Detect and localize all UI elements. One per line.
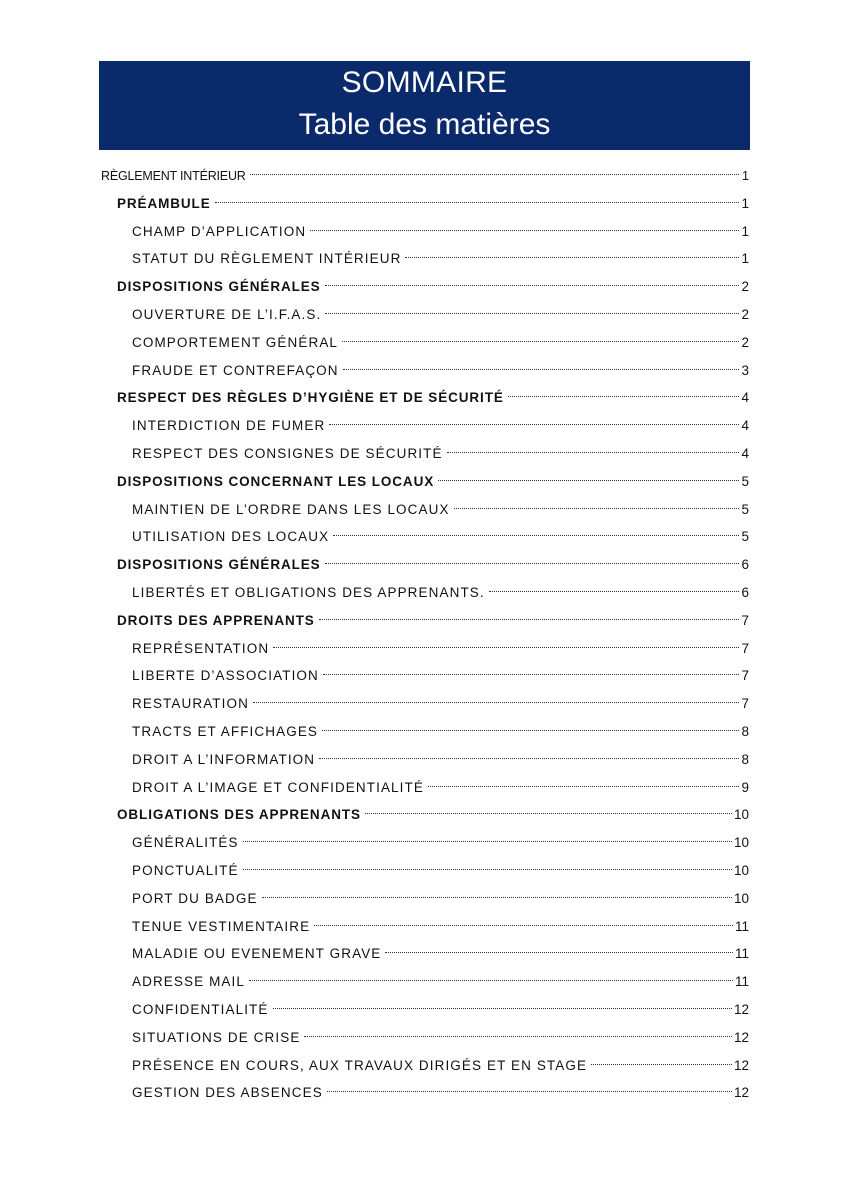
toc-entry-label: OUVERTURE DE L’I.F.A.S. xyxy=(132,307,322,322)
toc-dot-leader xyxy=(331,519,741,541)
toc-entry-label: DROIT A L’INFORMATION xyxy=(132,751,316,767)
toc-dot-leader xyxy=(323,297,741,319)
title-banner xyxy=(99,61,750,150)
toc-entry-label: RESPECT DES RÈGLES D’HYGIÈNE ET DE SÉCURITÉ xyxy=(117,390,504,406)
toc-dot-leader xyxy=(321,658,741,680)
toc-entry-section[interactable] xyxy=(117,797,749,823)
toc-entry-subsection[interactable] xyxy=(132,297,749,322)
toc-entry-page-number: 2 xyxy=(741,307,749,322)
toc-entry-subsection[interactable] xyxy=(132,686,749,712)
toc-entry-page-number: 4 xyxy=(741,446,749,461)
toc-dot-leader xyxy=(247,964,735,986)
toc-entry-subsection[interactable] xyxy=(132,214,749,239)
toc-entry-label: PONCTUALITÉ xyxy=(132,863,239,878)
toc-entry-label: INTERDICTION DE FUMER xyxy=(132,418,326,434)
toc-entry-page-number: 2 xyxy=(741,334,749,350)
toc-dot-leader xyxy=(363,797,734,819)
toc-entry-label: ADRESSE MAIL xyxy=(132,974,245,990)
toc-entry-label: PRÉAMBULE xyxy=(117,195,211,211)
toc-entry-page-number: 1 xyxy=(741,251,749,267)
toc-entry-subsection[interactable] xyxy=(132,1075,749,1101)
toc-entry-subsection[interactable] xyxy=(132,992,749,1017)
toc-entry-subsection[interactable] xyxy=(132,742,749,767)
toc-entry-label: GESTION DES ABSENCES xyxy=(132,1085,323,1101)
toc-entry-page-number: 12 xyxy=(733,1085,749,1101)
toc-dot-leader xyxy=(317,742,741,764)
toc-dot-leader xyxy=(403,241,741,263)
toc-entry-section[interactable] xyxy=(117,269,749,295)
toc-entry-subsection[interactable] xyxy=(132,881,749,906)
toc-entry-label: TRACTS ET AFFICHAGES xyxy=(132,724,319,739)
toc-dot-leader xyxy=(383,936,735,958)
toc-dot-leader xyxy=(260,881,734,903)
toc-dot-leader xyxy=(241,825,734,847)
toc-entry-label: PORT DU BADGE xyxy=(132,890,258,906)
toc-entry-label: MAINTIEN DE L’ORDRE DANS LES LOCAUX xyxy=(132,501,450,517)
toc-dot-leader xyxy=(251,686,741,708)
toc-entry-subsection[interactable] xyxy=(132,631,749,656)
toc-entry-title[interactable] xyxy=(101,158,749,183)
toc-entry-page-number: 6 xyxy=(741,585,749,600)
toc-entry-subsection[interactable] xyxy=(132,1020,749,1045)
toc-entry-label: RESTAURATION xyxy=(132,696,249,712)
toc-entry-subsection[interactable] xyxy=(132,408,749,434)
page-title: SOMMAIRE xyxy=(341,66,508,99)
toc-entry-label: GÉNÉRALITÉS xyxy=(132,835,239,851)
toc-dot-leader xyxy=(308,214,741,236)
toc-dot-leader xyxy=(340,325,741,347)
toc-entry-label: SITUATIONS DE CRISE xyxy=(132,1029,301,1045)
toc-entry-label: STATUT DU RÈGLEMENT INTÉRIEUR xyxy=(132,251,402,267)
toc-entry-subsection[interactable] xyxy=(132,325,749,350)
toc-entry-page-number: 10 xyxy=(733,835,749,851)
toc-entry-subsection[interactable] xyxy=(132,353,749,378)
toc-entry-subsection[interactable] xyxy=(132,658,749,684)
toc-entry-label: TENUE VESTIMENTAIRE xyxy=(132,918,311,934)
toc-entry-label: LIBERTE D’ASSOCIATION xyxy=(132,668,319,684)
toc-dot-leader xyxy=(445,436,741,458)
toc-entry-subsection[interactable] xyxy=(132,436,749,461)
toc-entry-label: PRÉSENCE EN COURS, AUX TRAVAUX DIRIGÉS ET EN STAGE xyxy=(132,1057,588,1073)
toc-entry-page-number: 5 xyxy=(741,473,749,489)
toc-entry-subsection[interactable] xyxy=(132,714,749,739)
toc-entry-subsection[interactable] xyxy=(132,853,749,878)
toc-entry-page-number: 8 xyxy=(741,751,749,767)
toc-entry-page-number: 7 xyxy=(741,696,749,712)
toc-entry-label: DISPOSITIONS GÉNÉRALES xyxy=(117,557,321,573)
toc-dot-leader xyxy=(341,353,741,375)
toc-entry-label: CHAMP D’APPLICATION xyxy=(132,223,307,239)
toc-dot-leader xyxy=(506,380,741,402)
toc-entry-page-number: 2 xyxy=(741,279,749,295)
toc-entry-label: DROITS DES APPRENANTS xyxy=(117,612,315,628)
toc-dot-leader xyxy=(323,269,741,291)
toc-entry-page-number: 7 xyxy=(741,640,749,656)
toc-entry-page-number: 10 xyxy=(733,863,749,878)
toc-dot-leader xyxy=(327,408,741,430)
toc-entry-page-number: 7 xyxy=(741,612,749,628)
toc-entry-subsection[interactable] xyxy=(132,575,749,600)
toc-entry-label: DISPOSITIONS CONCERNANT LES LOCAUX xyxy=(117,473,435,489)
toc-entry-label: CONFIDENTIALITÉ xyxy=(132,1002,269,1017)
toc-entry-label: RESPECT DES CONSIGNES DE SÉCURITÉ xyxy=(132,446,443,461)
toc-dot-leader xyxy=(487,575,741,597)
toc-dot-leader xyxy=(426,770,741,792)
toc-dot-leader xyxy=(320,714,741,736)
toc-entry-section[interactable] xyxy=(117,464,749,489)
toc-entry-label: REPRÉSENTATION xyxy=(132,640,270,656)
toc-entry-page-number: 10 xyxy=(733,890,749,906)
toc-dot-leader xyxy=(213,186,741,208)
toc-entry-subsection[interactable] xyxy=(132,519,749,545)
toc-entry-page-number: 5 xyxy=(741,529,749,545)
toc-dot-leader xyxy=(302,1020,734,1042)
toc-entry-subsection[interactable] xyxy=(132,825,749,851)
toc-entry-label: LIBERTÉS ET OBLIGATIONS DES APPRENANTS. xyxy=(132,585,485,600)
toc-entry-page-number: 12 xyxy=(733,1029,749,1045)
toc-dot-leader xyxy=(271,631,741,653)
toc-entry-label: MALADIE OU EVENEMENT GRAVE xyxy=(132,946,382,962)
toc-entry-page-number: 9 xyxy=(741,779,749,795)
toc-dot-leader xyxy=(325,1075,734,1097)
toc-entry-label: UTILISATION DES LOCAUX xyxy=(132,529,330,545)
toc-entry-page-number: 1 xyxy=(741,223,749,239)
toc-entry-section[interactable] xyxy=(117,603,749,628)
toc-dot-leader xyxy=(452,492,741,514)
toc-entry-section[interactable] xyxy=(117,186,749,211)
toc-dot-leader xyxy=(271,992,734,1014)
page-subtitle: Table des matières xyxy=(298,108,551,141)
toc-entry-page-number: 3 xyxy=(741,362,749,378)
toc-entry-page-number: 11 xyxy=(734,946,749,962)
toc-entry-label: RÈGLEMENT INTÉRIEUR xyxy=(101,169,246,183)
toc-entry-page-number: 5 xyxy=(741,501,749,517)
toc-entry-page-number: 1 xyxy=(742,169,749,183)
toc-entry-page-number: 11 xyxy=(734,974,749,990)
toc-entry-page-number: 4 xyxy=(741,390,749,406)
toc-dot-leader xyxy=(589,1048,734,1070)
toc-dot-leader xyxy=(248,158,741,180)
toc-entry-label: COMPORTEMENT GÉNÉRAL xyxy=(132,334,339,350)
toc-entry-page-number: 6 xyxy=(741,557,749,573)
toc-dot-leader xyxy=(436,464,741,486)
toc-entry-subsection[interactable] xyxy=(132,1048,749,1073)
toc-entry-page-number: 8 xyxy=(741,724,749,739)
toc-entry-page-number: 11 xyxy=(734,918,749,934)
toc-entry-label: OBLIGATIONS DES APPRENANTS xyxy=(117,807,361,823)
toc-entry-subsection[interactable] xyxy=(132,964,749,990)
toc-entry-page-number: 10 xyxy=(733,807,749,823)
toc-entry-page-number: 12 xyxy=(733,1002,749,1017)
toc-entry-label: DISPOSITIONS GÉNÉRALES xyxy=(117,279,321,295)
toc-entry-page-number: 7 xyxy=(741,668,749,684)
toc-entry-subsection[interactable] xyxy=(132,770,749,795)
toc-dot-leader xyxy=(312,909,735,931)
toc-entry-page-number: 4 xyxy=(741,418,749,434)
toc-entry-subsection[interactable] xyxy=(132,936,749,962)
toc-entry-subsection[interactable] xyxy=(132,492,749,517)
toc-entry-subsection[interactable] xyxy=(132,909,749,934)
toc-dot-leader xyxy=(241,853,734,875)
toc-entry-section[interactable] xyxy=(117,380,749,406)
toc-entry-label: FRAUDE ET CONTREFAÇON xyxy=(132,362,339,378)
toc-entry-page-number: 12 xyxy=(733,1057,749,1073)
toc-entry-subsection[interactable] xyxy=(132,241,749,267)
toc-dot-leader xyxy=(323,547,741,569)
toc-entry-page-number: 1 xyxy=(741,195,749,211)
toc-entry-section[interactable] xyxy=(117,547,749,573)
toc-entry-label: DROIT A L’IMAGE ET CONFIDENTIALITÉ xyxy=(132,779,424,795)
toc-dot-leader xyxy=(317,603,741,625)
